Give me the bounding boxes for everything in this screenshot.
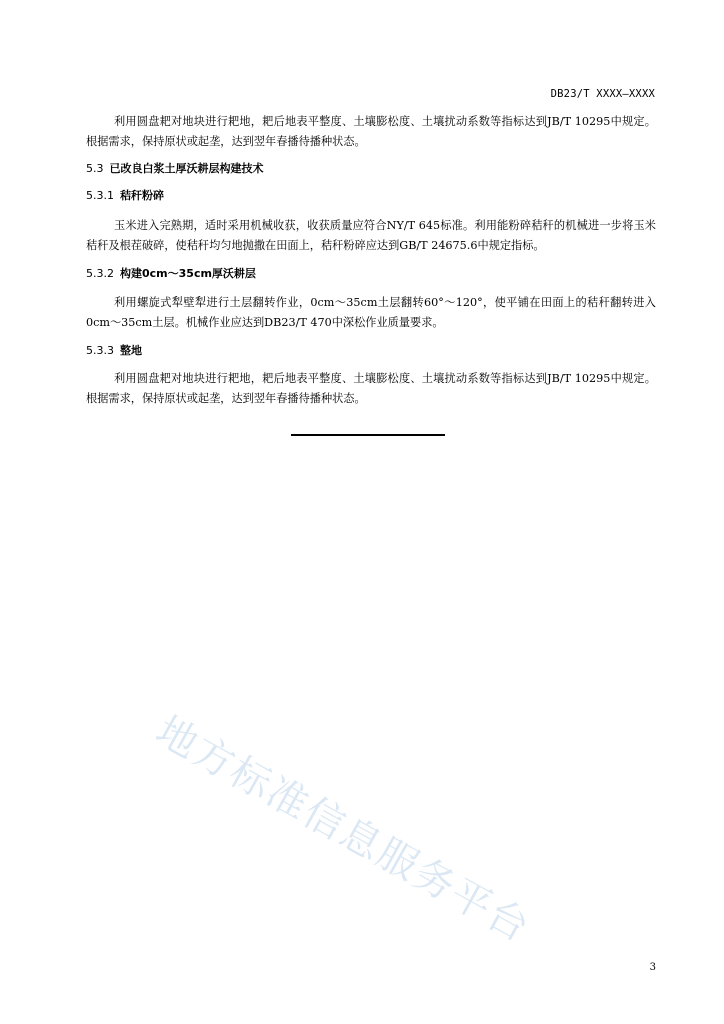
heading-title: 秸秆粉碎: [120, 189, 164, 202]
heading-title: 构建0cm～35cm厚沃耕层: [120, 267, 256, 280]
heading-5-3-3: [86, 343, 656, 359]
heading-number: 5.3.2: [86, 267, 114, 280]
end-of-document-rule: [291, 434, 445, 436]
paragraph-5-3-2: 利用螺旋式犁壁犁进行土层翻转作业，0cm～35cm土层翻转60°～120°，使平铺在田面上的秸秆翻转进入0cm～35cm土层。机械作业应达到DB23/T 470中深松作业质量要求。: [86, 296, 656, 329]
paragraph-5-3-3: 利用圆盘耙对地块进行耙地，耙后地表平整度、土壤膨松度、土壤扰动系数等指标达到JB/T 10295中规定。根据需求，保持原状或起垄，达到翌年春播待播种状态。: [86, 372, 656, 405]
document-body: [86, 112, 656, 409]
heading-5-3: [86, 161, 656, 177]
heading-title: 已改良白浆土厚沃耕层构建技术: [109, 162, 264, 175]
paragraph-intro: 利用圆盘耙对地块进行耙地，耙后地表平整度、土壤膨松度、土壤扰动系数等指标达到JB/T 10295中规定。根据需求，保持原状或起垄，达到翌年春播待播种状态。: [86, 115, 656, 148]
heading-title: 整地: [120, 344, 142, 357]
document-code: DB23/T XXXX—XXXX: [550, 88, 655, 100]
heading-5-3-2: [86, 266, 656, 282]
heading-number: 5.3.1: [86, 189, 114, 202]
heading-number: 5.3.3: [86, 344, 114, 357]
heading-number: 5.3: [86, 162, 104, 175]
page-number: 3: [649, 962, 656, 973]
heading-5-3-1: [86, 188, 656, 204]
paragraph-5-3-1: 玉米进入完熟期，适时采用机械收获，收获质量应符合NY/T 645标准。利用能粉碎秸秆的机械进一步将玉米秸秆及根茬破碎，使秸秆均匀地抛撒在田面上，秸秆粉碎应达到GB/T 24675.6中规定指标。: [86, 219, 656, 252]
watermark: 地方标准信息服务平台: [148, 707, 538, 952]
